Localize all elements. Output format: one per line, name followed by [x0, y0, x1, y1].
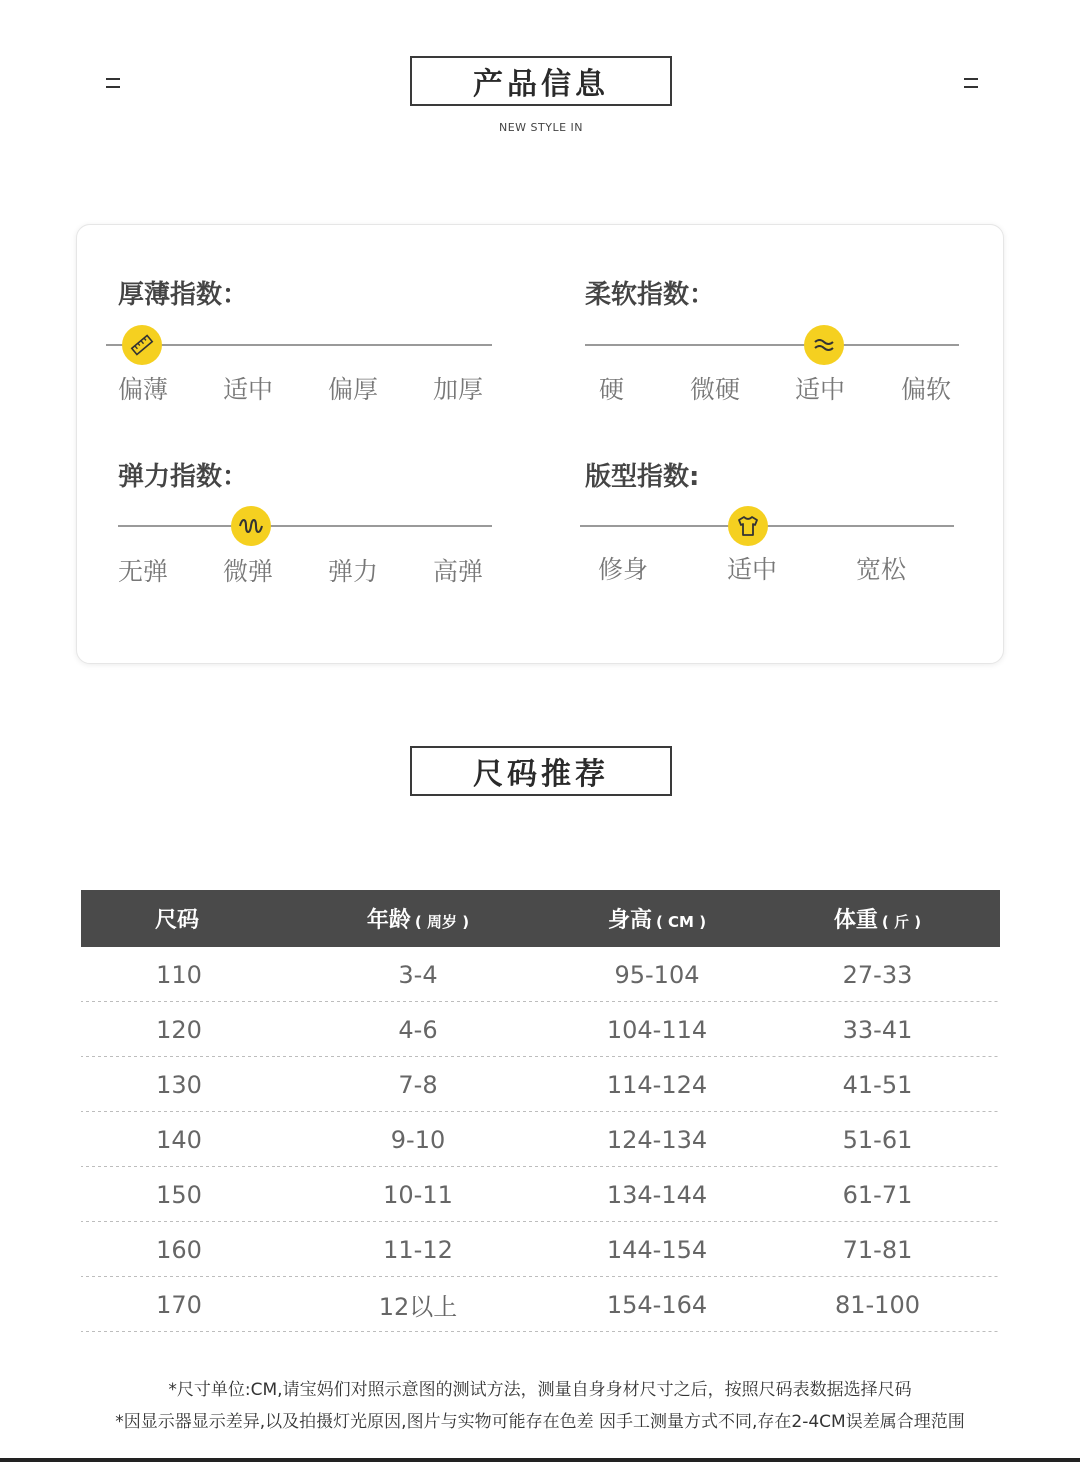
cell-height: 134-144	[559, 1167, 755, 1222]
thickness-index-label: 厚薄指数：	[118, 280, 249, 310]
cell-height: 114-124	[559, 1057, 755, 1112]
wave-icon	[804, 325, 844, 365]
cell-weight: 27-33	[755, 947, 1000, 1002]
header-size: 尺码	[81, 890, 277, 947]
elasticity-level-1: 无弹	[118, 557, 169, 586]
shirt-icon	[728, 506, 768, 546]
cell-size: 140	[81, 1112, 277, 1167]
softness-level-3: 适中	[795, 375, 846, 404]
softness-index-label: 柔软指数：	[585, 280, 716, 310]
softness-level-4: 偏软	[901, 375, 952, 404]
cell-weight: 51-61	[755, 1112, 1000, 1167]
table-row	[81, 1222, 1000, 1277]
cell-height: 95-104	[559, 947, 755, 1002]
cell-size: 110	[81, 947, 277, 1002]
cell-age: 10-11	[277, 1167, 559, 1222]
fit-level-2: 适中	[727, 555, 778, 584]
table-row	[81, 1002, 1000, 1057]
size-table	[81, 890, 1000, 1332]
cell-age: 11-12	[277, 1222, 559, 1277]
elasticity-index-label: 弹力指数：	[118, 462, 249, 492]
table-row	[81, 1277, 1000, 1332]
cell-size: 170	[81, 1277, 277, 1332]
cell-size: 120	[81, 1002, 277, 1057]
cell-size: 150	[81, 1167, 277, 1222]
cell-height: 154-164	[559, 1277, 755, 1332]
fit-level-3: 宽松	[856, 555, 907, 584]
thickness-level-2: 适中	[223, 375, 274, 404]
softness-level-2: 微硬	[690, 375, 741, 404]
cell-height: 124-134	[559, 1112, 755, 1167]
table-row	[81, 947, 1000, 1002]
cell-height: 144-154	[559, 1222, 755, 1277]
table-row	[81, 1112, 1000, 1167]
header-age: 年龄 ( 周岁 )	[277, 890, 559, 947]
note-color-difference: *因显示器显示差异,以及拍摄灯光原因,图片与实物可能存在色差 因手工测量方式不同,存在2-4CM误差属合理范围	[115, 1412, 965, 1432]
elasticity-track	[118, 525, 492, 527]
cell-weight: 71-81	[755, 1222, 1000, 1277]
menu-icon-right	[964, 76, 978, 90]
thickness-level-1: 偏薄	[118, 375, 169, 404]
thickness-track	[106, 344, 492, 346]
softness-track	[585, 344, 959, 346]
bottom-divider	[0, 1458, 1080, 1462]
ruler-icon	[122, 325, 162, 365]
cell-size: 160	[81, 1222, 277, 1277]
note-measurement: *尺寸单位:CM,请宝妈们对照示意图的测试方法，测量自身身材尺寸之后，按照尺码表数据选择尺码	[168, 1380, 912, 1400]
thickness-level-3: 偏厚	[328, 375, 379, 404]
product-info-title: 产品信息	[410, 56, 672, 106]
cell-age: 9-10	[277, 1112, 559, 1167]
cell-height: 104-114	[559, 1002, 755, 1057]
table-row	[81, 1057, 1000, 1112]
elasticity-level-3: 弹力	[328, 557, 379, 586]
cell-weight: 41-51	[755, 1057, 1000, 1112]
cell-weight: 61-71	[755, 1167, 1000, 1222]
cell-weight: 33-41	[755, 1002, 1000, 1057]
elasticity-level-2: 微弹	[223, 557, 274, 586]
cell-weight: 81-100	[755, 1277, 1000, 1332]
size-table-header	[81, 890, 1000, 947]
elasticity-level-4: 高弹	[433, 557, 484, 586]
table-row	[81, 1167, 1000, 1222]
fit-index-label: 版型指数:	[585, 462, 700, 492]
size-recommend-title: 尺码推荐	[410, 746, 672, 796]
fit-level-1: 修身	[598, 555, 649, 584]
cell-age: 3-4	[277, 947, 559, 1002]
cell-age: 7-8	[277, 1057, 559, 1112]
header-weight: 体重 ( 斤 )	[755, 890, 1000, 947]
softness-level-1: 硬	[599, 375, 625, 404]
subtitle: NEW STYLE IN	[498, 121, 584, 134]
spring-icon	[231, 506, 271, 546]
cell-age: 12以上	[277, 1277, 559, 1332]
cell-size: 130	[81, 1057, 277, 1112]
menu-icon-left	[106, 76, 120, 90]
thickness-level-4: 加厚	[433, 375, 484, 404]
header-height: 身高 ( CM )	[559, 890, 755, 947]
cell-age: 4-6	[277, 1002, 559, 1057]
